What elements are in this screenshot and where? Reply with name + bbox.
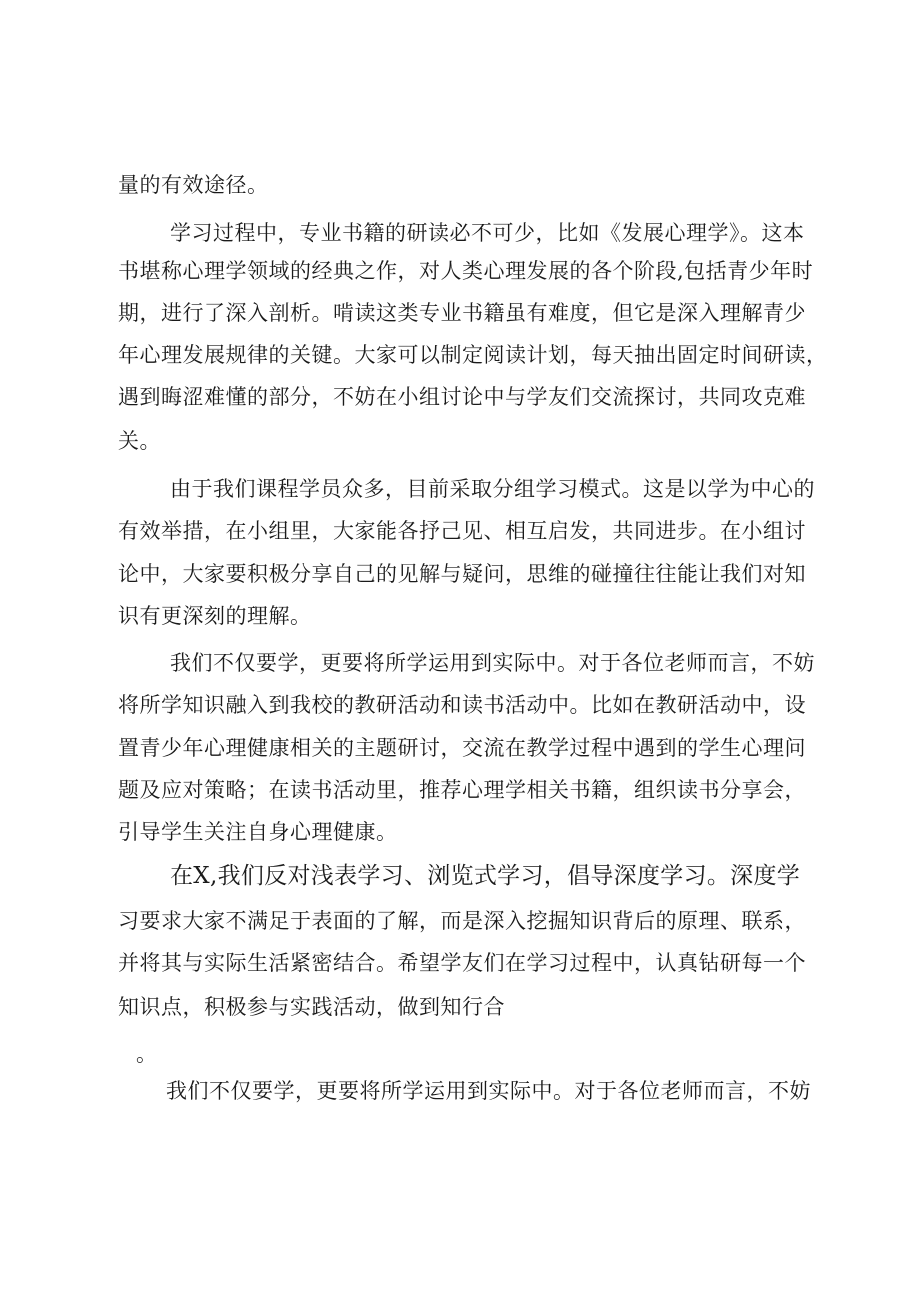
text-line-4: 期，进行了深入剖析。啃读这类专业书籍虽有难度，但它是深入理解青少 (118, 301, 806, 325)
text-line-3: 书堪称心理学领域的经典之作，对人类心理发展的各个阶段,包括青少年时 (118, 259, 814, 283)
text-line-14: 置青少年心理健康相关的主题研讨，交流在教学过程中遇到的学生心理问 (118, 736, 806, 760)
text-line-5: 年心理发展规律的关键。大家可以制定阅读计划，每天抽出固定时间研读， (118, 343, 828, 367)
text-line-16: 引导学生关注自身心理健康。 (118, 820, 398, 844)
text-line-11: 识有更深刻的理解。 (118, 604, 312, 628)
text-line-7: 关。 (118, 429, 161, 453)
text-line-9: 有效举措，在小组里，大家能各抒己见、相互启发，共同进步。在小组讨 (118, 519, 806, 543)
text-line-22: 我们不仅要学，更要将所学运用到实际中。对于各位老师而言，不妨 (166, 1079, 811, 1103)
text-line-19: 并将其与实际生活紧密结合。希望学友们在学习过程中，认真钻研每一个 (118, 951, 806, 975)
text-line-6: 遇到晦涩难懂的部分，不妨在小组讨论中与学友们交流探讨，共同攻克难 (118, 385, 806, 409)
text-line-17: 在X,我们反对浅表学习、浏览式学习，倡导深度学习。深度学 (170, 863, 801, 889)
text-line-2: 学习过程中，专业书籍的研读必不可少，比如《发展心理学》。这本 (170, 221, 805, 245)
text-line-1: 量的有效途径。 (118, 173, 269, 197)
text-line-12: 我们不仅要学，更要将所学运用到实际中。对于各位老师而言，不妨 (170, 651, 815, 675)
text-line-15: 题及应对策略；在读书活动里，推荐心理学相关书籍，组织读书分享会， (118, 778, 806, 802)
text-line-10: 论中，大家要积极分享自己的见解与疑问，思维的碰撞往往能让我们对知 (118, 562, 806, 586)
text-line-13: 将所学知识融入到我校的教研活动和读书活动中。比如在教研活动中，设 (118, 693, 806, 717)
text-line-21: 。 (136, 1042, 158, 1066)
text-line-8: 由于我们课程学员众多，目前采取分组学习模式。这是以学为中心的 (170, 477, 815, 501)
text-line-18: 习要求大家不满足于表面的了解，而是深入挖掘知识背后的原理、联系， (118, 909, 806, 933)
text-line-20: 知识点，积极参与实践活动，做到知行合 (118, 995, 505, 1019)
